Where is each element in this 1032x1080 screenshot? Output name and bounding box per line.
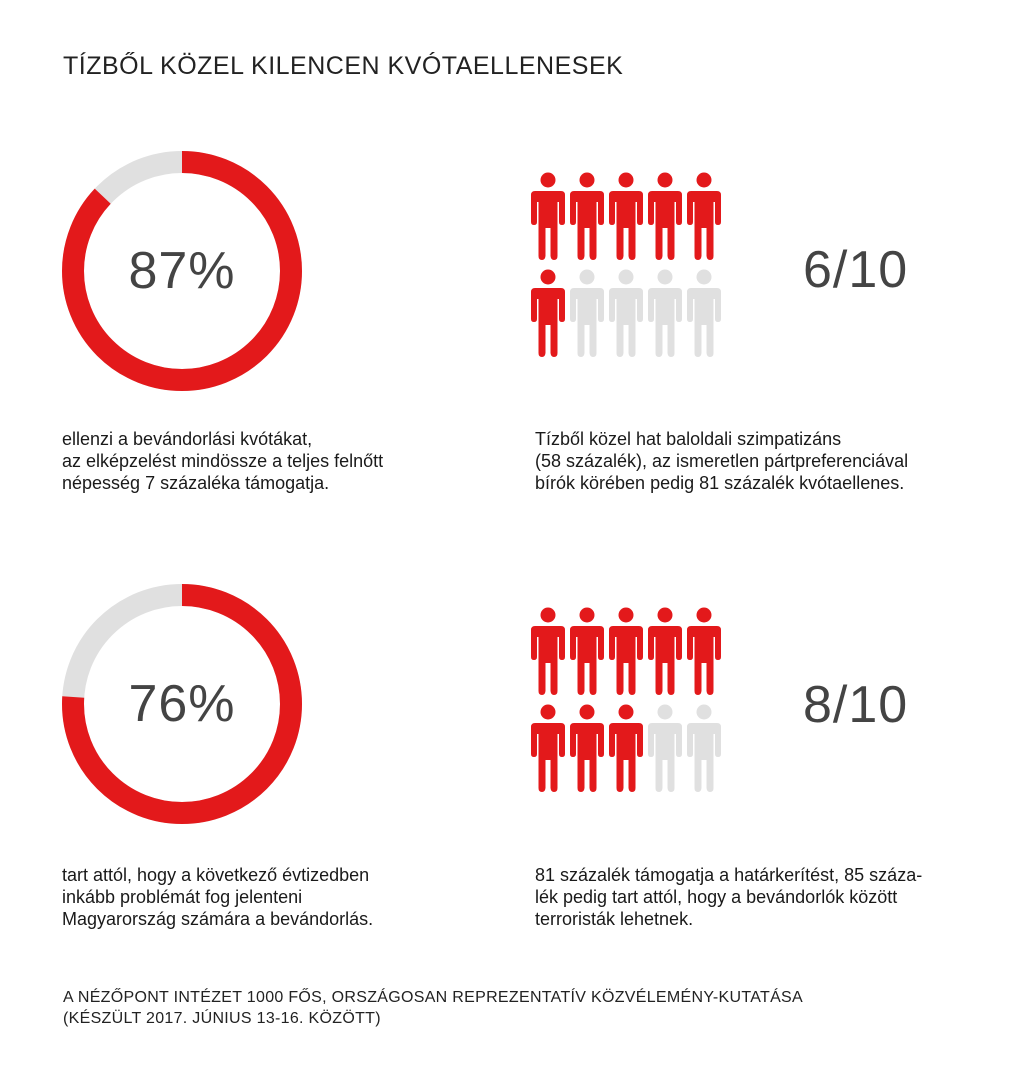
pictogram-svg: [531, 607, 731, 797]
donut-chart-76: [62, 584, 302, 824]
person-icon-filled: [648, 173, 682, 261]
donut-percent-label: 76%: [128, 675, 236, 733]
people-pictogram-6: [531, 172, 731, 362]
donut-chart-87: [62, 151, 302, 391]
caption-line: az elképzelést mindössze a teljes felnőtt: [62, 451, 384, 471]
caption-line: népesség 7 százaléka támogatja.: [62, 473, 330, 493]
page-title: TÍZBŐL KÖZEL KILENCEN KVÓTAELLENESEK: [63, 52, 624, 80]
person-icon-filled: [570, 608, 604, 696]
caption-76: [62, 864, 482, 930]
fraction-label: 8/10: [803, 676, 909, 734]
person-icon-empty: [648, 270, 682, 358]
person-icon-filled: [570, 705, 604, 793]
person-icon-filled: [609, 173, 643, 261]
caption-line: ellenzi a bevándorlási kvótákat,: [62, 429, 313, 449]
person-icon-filled: [531, 270, 565, 358]
caption-line: inkább problémát fog jelenteni: [62, 887, 303, 907]
fraction-label: 6/10: [803, 241, 909, 299]
person-icon-empty: [648, 705, 682, 793]
person-icon-filled: [531, 173, 565, 261]
person-icon-filled: [531, 705, 565, 793]
person-icon-filled: [570, 173, 604, 261]
person-icon-filled: [609, 705, 643, 793]
person-icon-empty: [687, 270, 721, 358]
caption-line: Magyarország számára a bevándorlás.: [62, 909, 374, 929]
source-footnote: [63, 987, 803, 1029]
footnote-line: A NÉZŐPONT INTÉZET 1000 FŐS, ORSZÁGOSAN REPREZENTATÍV KÖZVÉLEMÉNY-KUTATÁSA: [63, 989, 803, 1006]
person-icon-filled: [609, 608, 643, 696]
people-pictogram-8: [531, 607, 731, 797]
caption-line: (58 százalék), az ismeretlen pártpreferenciával: [535, 451, 909, 471]
caption-line: bírók körében pedig 81 százalék kvótaellenes.: [535, 473, 905, 493]
caption-line: terroristák lehetnek.: [535, 909, 694, 929]
donut-percent-label: 87%: [128, 242, 236, 300]
person-icon-filled: [531, 608, 565, 696]
person-icon-filled: [687, 173, 721, 261]
person-icon-empty: [687, 705, 721, 793]
footnote-line: (KÉSZÜLT 2017. JÚNIUS 13-16. KÖZÖTT): [63, 1010, 381, 1027]
caption-line: lék pedig tart attól, hogy a bevándorlók között: [535, 887, 898, 907]
person-icon-filled: [687, 608, 721, 696]
caption-line: tart attól, hogy a következő évtizedben: [62, 865, 370, 885]
caption-line: 81 százalék támogatja a határkerítést, 85 száza-: [535, 865, 923, 885]
person-icon-filled: [648, 608, 682, 696]
pictogram-svg: [531, 172, 731, 362]
caption-6-of-10: [535, 428, 955, 494]
person-icon-empty: [609, 270, 643, 358]
caption-line: Tízből közel hat baloldali szimpatizáns: [535, 429, 842, 449]
person-icon-empty: [570, 270, 604, 358]
caption-8-of-10: [535, 864, 955, 930]
caption-87: [62, 428, 482, 494]
